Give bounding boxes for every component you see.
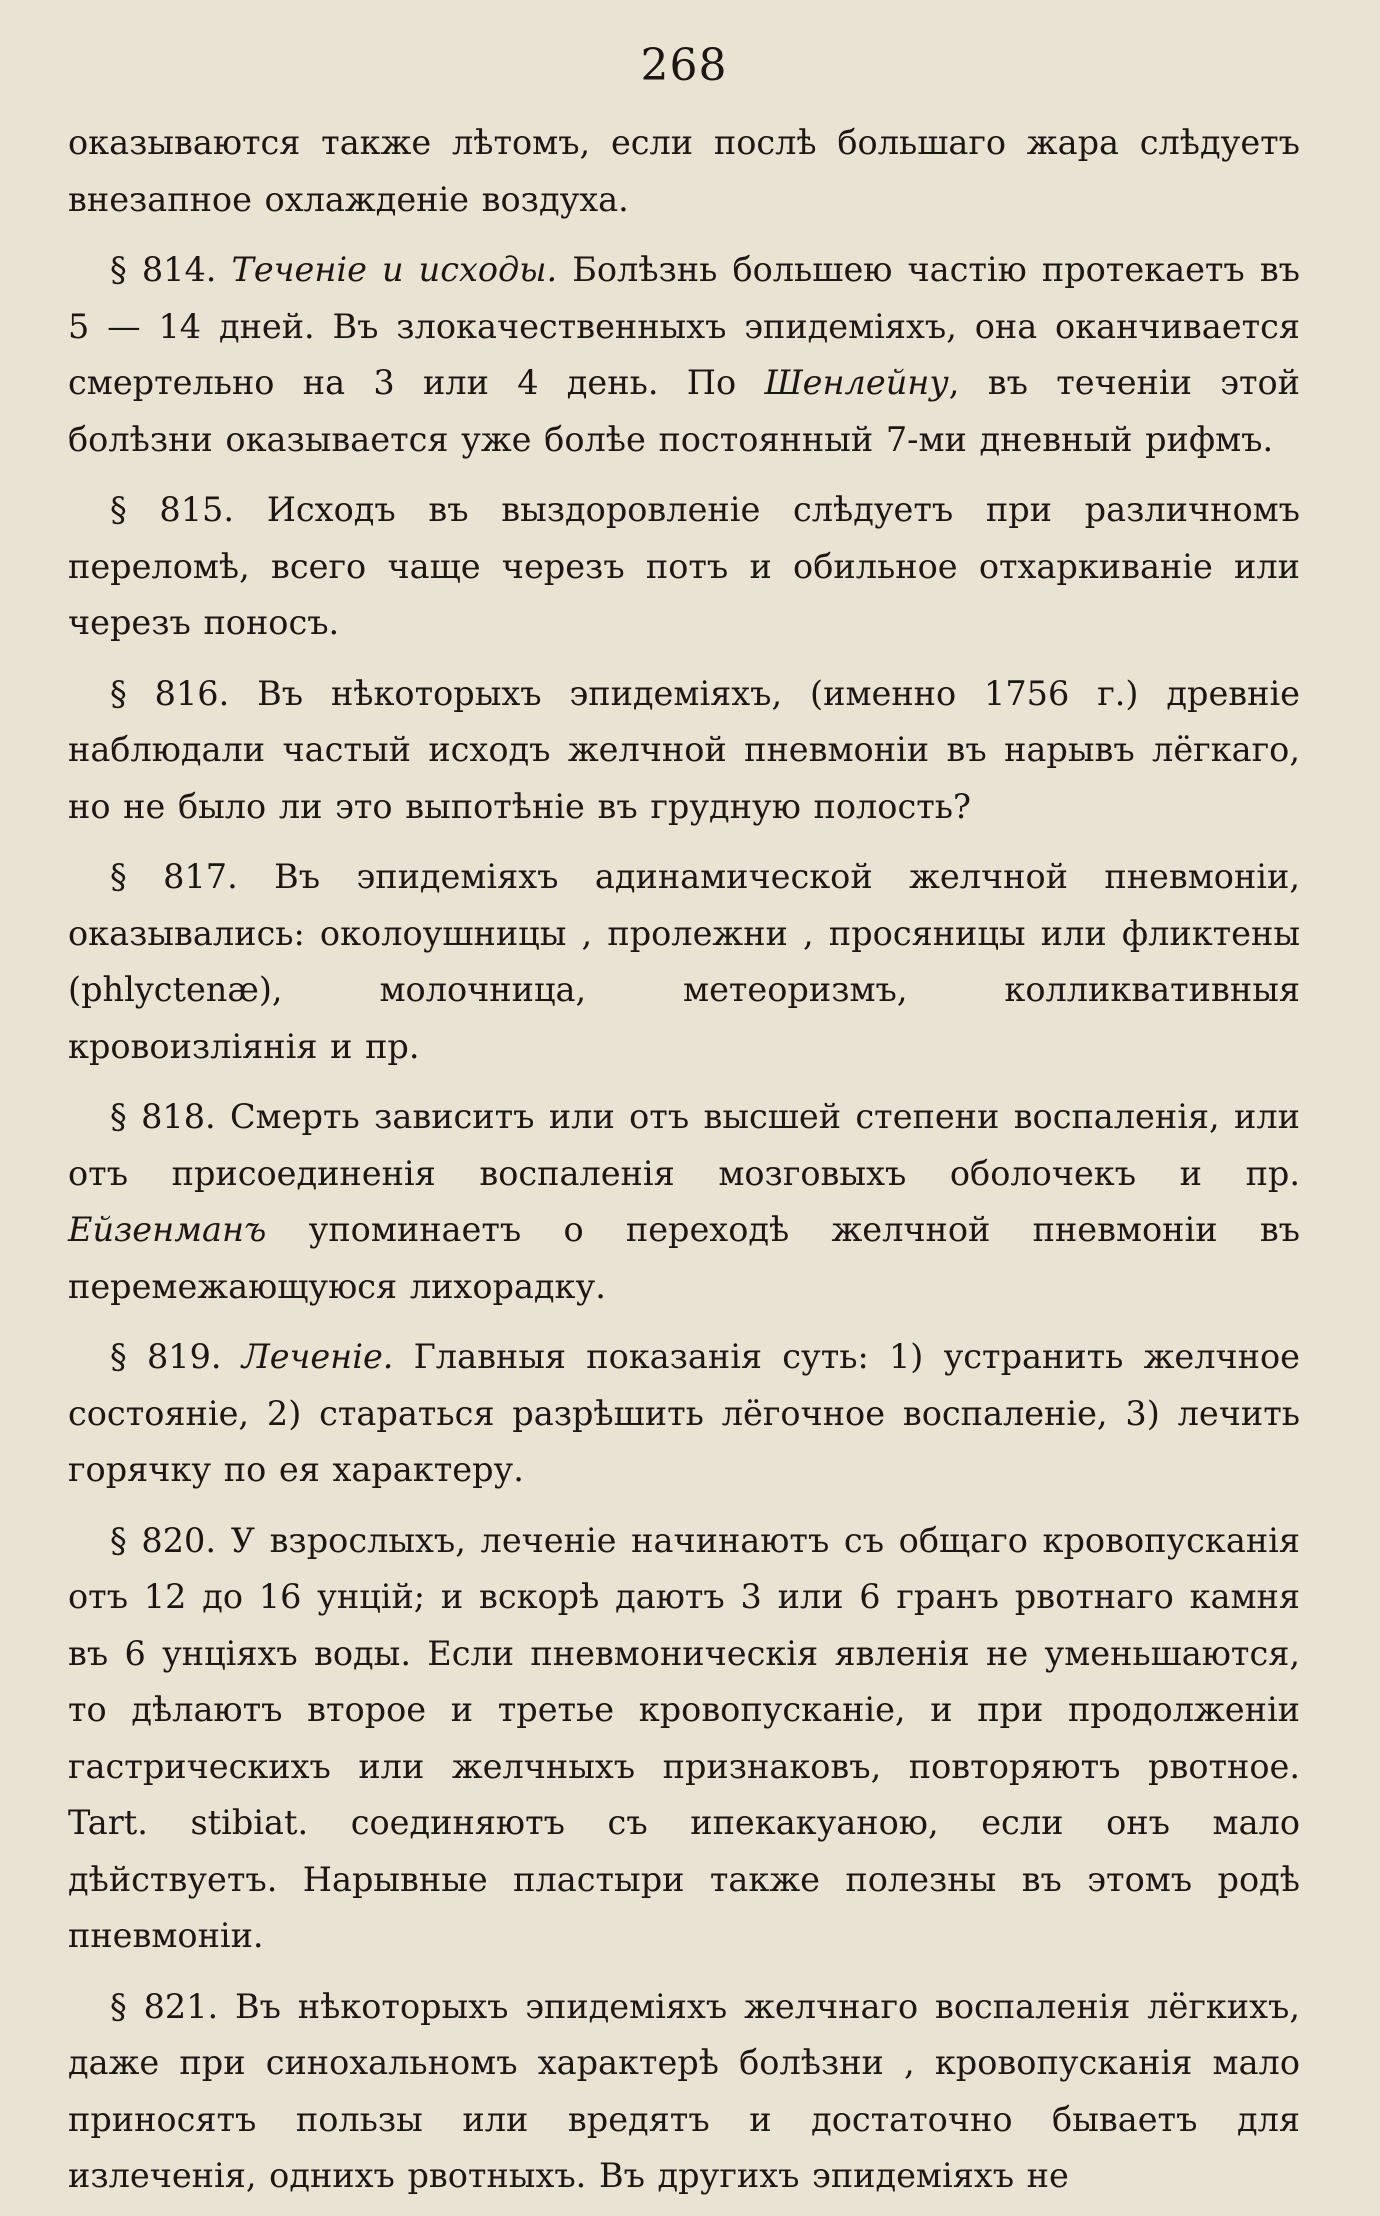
page-number: 268 — [640, 40, 728, 91]
text-run: , въ теченіи этой болѣзни оказывается уже болѣе постоянный 7-ми дневный рифмъ. — [68, 363, 1300, 459]
paragraph-continuation — [68, 115, 1300, 228]
section-mark: § 814. — [110, 250, 232, 289]
paragraph-817 — [68, 849, 1300, 1075]
text-run: Главныя показанія суть: 1) устранить желчное состояніе, 2) стараться разрѣшить лёгочное воспаленіе, 3) лечить горячку по ея характеру. — [68, 1337, 1301, 1489]
paragraph-814 — [68, 242, 1300, 468]
text-run: § 816. Въ нѣкоторыхъ эпидеміяхъ, (именно 1756 г.) древніе наблюдали частый исходъ желчной пневмоніи въ нарывъ лёгкаго, но не было ли это выпотѣніе въ грудную полость? — [68, 673, 1300, 826]
text-run: § 818. Смерть зависитъ или отъ высшей степени воспаленія, или отъ присоединенія воспаленія мозговыхъ оболочекъ и пр. — [68, 1097, 1300, 1193]
section-mark: § 819. — [110, 1337, 242, 1376]
paragraph-819 — [68, 1329, 1300, 1499]
section-heading: Леченіе. — [241, 1337, 394, 1376]
text-run: Болѣзнь большею частію протекаетъ въ 5 — 14 дней. Въ злокачественныхъ эпидеміяхъ, она оканчивается смертельно на 3 или 4 день. По — [68, 250, 1300, 402]
text-run: § 817. Въ эпидеміяхъ адинамической желчной пневмоніи, оказывались: околоушницы , пролежни , просяницы или фликтены (phlyctenæ), молочница, метеоризмъ, колликвативныя кровоизліянія и пр. — [68, 857, 1300, 1066]
section-heading: Теченіе и исходы. — [231, 250, 558, 289]
paragraph-818 — [68, 1089, 1300, 1315]
paragraph-820 — [68, 1513, 1300, 1965]
text-run: упоминаетъ о переходѣ желчной пневмоніи въ перемежающуюся лихорадку. — [68, 1210, 1300, 1306]
author-name: Ейзенманъ — [68, 1210, 267, 1249]
paragraph-821 — [68, 1979, 1300, 2205]
text-run: оказываются также лѣтомъ, если послѣ большаго жара слѣдуетъ внезапное охлажденіе воздуха. — [68, 123, 1300, 219]
author-name: Шенлейну — [764, 363, 949, 402]
text-run: § 815. Исходъ въ выздоровленіе слѣдуетъ при различномъ переломѣ, всего чаще черезъ потъ и обильное отхаркиваніе или черезъ поносъ. — [68, 490, 1300, 642]
paragraph-816 — [68, 666, 1300, 836]
text-run: § 821. Въ нѣкоторыхъ эпидеміяхъ желчнаго воспаленія лёгкихъ, даже при синохальномъ характерѣ болѣзни , кровопусканія мало приносятъ пользы или вредятъ и достаточно бываетъ для излеченія, однихъ рвотныхъ. Въ другихъ эпидеміяхъ не — [68, 1986, 1300, 2195]
text-run: § 820. У взрослыхъ, леченіе начинаютъ съ общаго кровопусканія отъ 12 до 16 унцій; и вскорѣ даютъ 3 или 6 гранъ рвотнаго камня въ 6 унціяхъ воды. Если пневмоническія явленія не уменьшаются, то дѣлаютъ второе и третье кровопусканіе, и при продолженіи гастрическихъ или желчныхъ признаковъ, повторяютъ рвотное. Tart. stibiat. соединяютъ съ ипекакуаною, если онъ мало дѣйствуетъ. Нарывные пластыри также полезны въ этомъ родѣ пневмоніи. — [68, 1520, 1300, 1955]
paragraph-815 — [68, 482, 1300, 652]
